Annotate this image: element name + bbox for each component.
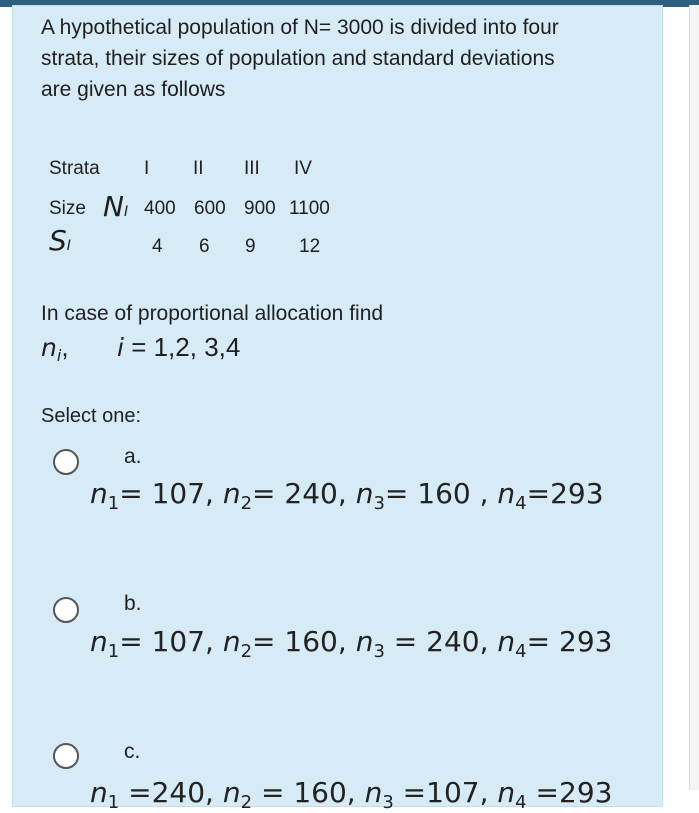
option-b-n1: 107 — [151, 625, 206, 658]
size-iv: 1100 — [289, 198, 330, 219]
strata-i: I — [144, 158, 150, 179]
option-a-n3: 160 — [417, 477, 471, 510]
option-c-radio[interactable] — [53, 743, 79, 769]
sd-iii: 9 — [245, 236, 256, 257]
question-panel — [12, 5, 663, 813]
option-c-n1: 240 — [151, 776, 206, 809]
option-a-n4: 293 — [550, 477, 604, 510]
sd-iv: 12 — [299, 236, 321, 257]
n-symbol: n — [41, 333, 57, 362]
proportional-text: In case of proportional allocation find — [41, 302, 384, 325]
option-b-n2: 160 — [284, 625, 338, 658]
size-iii: 900 — [244, 198, 276, 219]
option-a-answer[interactable]: $n_1= 107$, $n_2= 240$, $n_3= 160$ , $n_4=293$ — [90, 477, 604, 514]
option-c-answer[interactable]: $n_1 =240$, $n_2 = 160$, $n_3 =107$, $n_4 =293$ — [90, 776, 613, 813]
select-one-label: Select one: — [41, 405, 142, 427]
option-c-n4: 293 — [559, 776, 613, 809]
scrollbar-track[interactable] — [689, 5, 699, 790]
size-label: Size — [49, 198, 86, 219]
strata-ii: II — [193, 158, 204, 179]
question-text: A hypothetical population of N= 3000 is divided into four strata, their sizes of population and standard deviations are given as follows — [41, 16, 559, 101]
option-b-letter: b. — [124, 592, 142, 615]
sd-symbol-sub: I — [66, 238, 71, 254]
option-c-n3: 107 — [426, 776, 480, 809]
option-b-n4: 293 — [559, 625, 613, 658]
strata-iv: IV — [294, 158, 312, 179]
sd-ii: 6 — [199, 236, 210, 257]
n-expression — [41, 332, 240, 365]
n-comma: , — [61, 332, 69, 362]
size-symbol-letter: N — [103, 190, 124, 223]
size-ii: 600 — [194, 198, 226, 219]
sd-symbol — [49, 224, 71, 257]
sd-symbol-letter: S — [49, 224, 67, 257]
option-b-radio[interactable] — [53, 597, 79, 623]
option-b-n3: 240 — [426, 625, 480, 658]
size-symbol — [103, 190, 128, 223]
option-a-n1: 107 — [151, 477, 206, 510]
n-sub: i — [56, 346, 62, 365]
strata-iii: III — [244, 158, 260, 179]
strata-label: Strata — [49, 158, 100, 179]
option-a-n2: 240 — [284, 477, 338, 510]
size-i: 400 — [144, 198, 176, 219]
option-c-letter: c. — [124, 740, 141, 763]
size-symbol-sub: I — [123, 204, 129, 220]
option-a-letter: a. — [124, 445, 142, 468]
option-a-radio[interactable] — [53, 449, 79, 475]
sd-i: 4 — [152, 236, 163, 257]
i-symbol: i — [117, 333, 124, 362]
option-c-n2: 160 — [293, 776, 347, 809]
option-b-answer[interactable]: $n_1= 107$, $n_2= 160$, $n_3 = 240$, $n_4= 293$ — [90, 625, 613, 662]
i-values: = 1,2, 3,4 — [123, 332, 241, 362]
